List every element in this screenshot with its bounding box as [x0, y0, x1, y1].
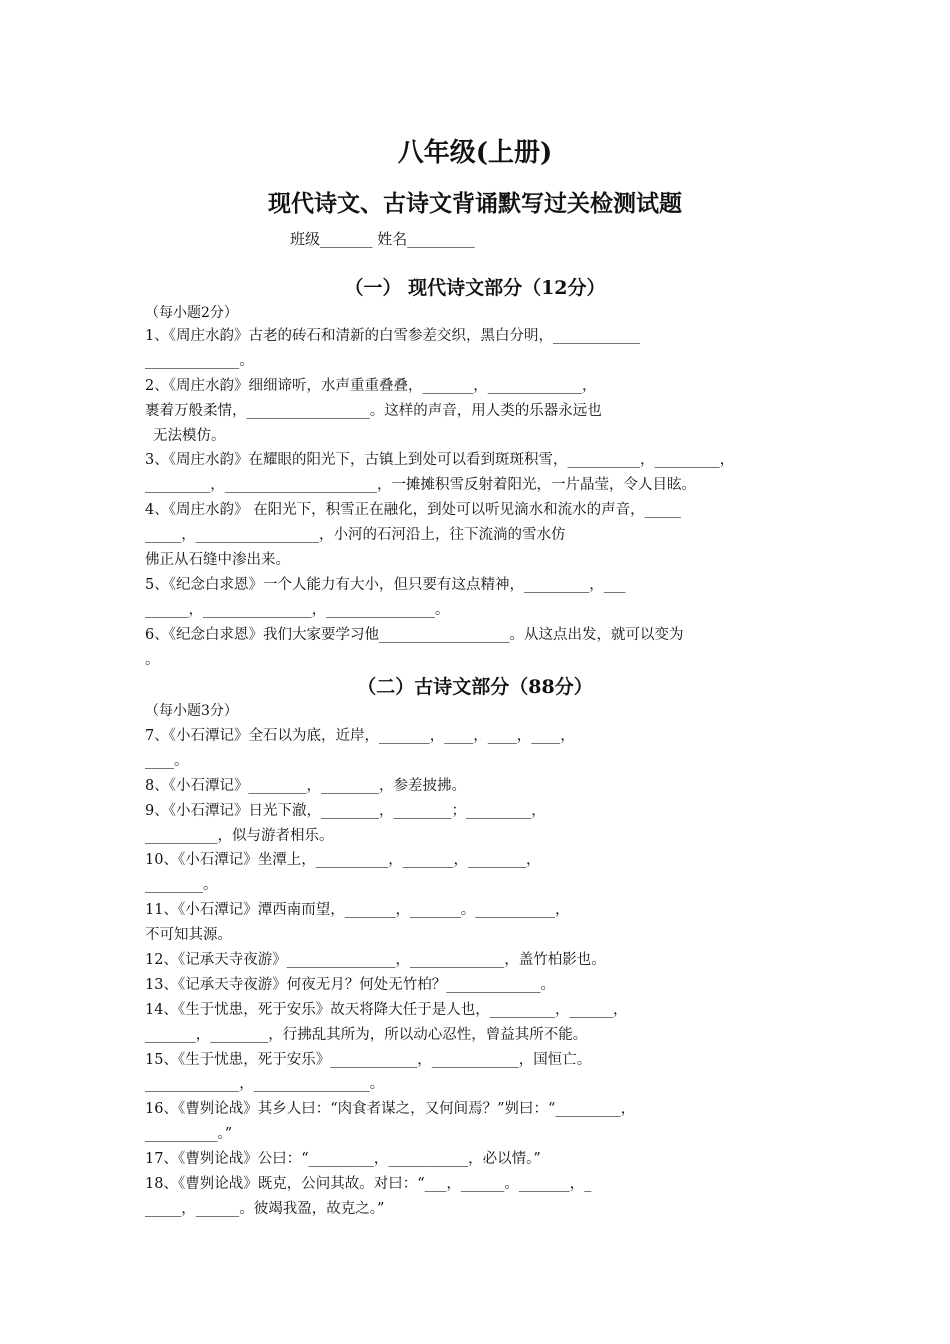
question-line: 12、《记承天寺夜游》_______________，_____________，盖竹柏影也。: [145, 952, 606, 969]
section-heading-modern: （一） 现代诗文部分（12分）: [344, 277, 606, 299]
question-line: 10、《小石潭记》坐潭上，__________，_______，________，: [145, 852, 541, 869]
question-line: 7、《小石潭记》全石以为底，近岸，_______，____，____，____，: [145, 728, 575, 744]
question-line: 15、《生于忧患，死于安乐》____________，____________，国恒亡。: [145, 1051, 592, 1068]
question-line: 8、《小石潭记》________，________，参差披拂。: [145, 777, 466, 794]
question-line: _________，_____________________，一摊摊积雪反射着阳光，一片晶莹，令人目眩。: [145, 477, 696, 494]
question-line: 6、《纪念白求恩》我们大家要学习他__________________。从这点出发，就可以变为: [145, 626, 684, 643]
question-line: 1、《周庄水韵》古老的砖石和清新的白雪参差交织，黑白分明，____________: [145, 328, 640, 344]
question-line: ______，_______________，_______________。: [145, 601, 450, 618]
question-line: _______，________，行拂乱其所为，所以动心忍性，曾益其所不能。: [145, 1026, 588, 1043]
class-name-fields: 班级_______ 姓名_________: [290, 230, 475, 248]
question-line: 17、《曹刿论战》公曰：“_________，___________，必以情。”: [145, 1151, 541, 1168]
question-line: 3、《周庄水韵》在耀眼的阳光下，古镇上到处可以看到斑斑积雪，__________，_________，: [145, 452, 735, 469]
question-line: __________，似与游者相乐。: [145, 827, 334, 844]
question-line: _____________，________________。: [145, 1076, 385, 1093]
question-line: 。: [145, 651, 160, 668]
question-line: 16、《曹刿论战》其乡人曰：“肉食者谋之，又何间焉？”刿曰：“_________，: [145, 1101, 636, 1118]
question-line: 14、《生于忧患，死于安乐》故天将降大任于是人也，_________，______，: [145, 1001, 628, 1018]
question-line: _____，_________________，小河的石河沿上，往下流淌的雪水仿: [145, 527, 566, 544]
modern-questions: [145, 324, 810, 672]
question-line: 13、《记承天寺夜游》何夜无月？何处无竹柏？_____________。: [145, 976, 555, 993]
question-line: __________。”: [145, 1126, 233, 1143]
question-line: 4、《周庄水韵》 在阳光下，积雪正在融化，到处可以听见滴水和流水的声音，_____: [145, 502, 681, 519]
question-line: 佛正从石缝中渗出来。: [145, 552, 290, 569]
page-title: 八年级(上册): [397, 138, 553, 168]
score-note-modern: （每小题2分）: [145, 305, 238, 321]
question-line: 2、《周庄水韵》细细谛听，水声重重叠叠，_______，_____________，: [145, 377, 597, 394]
classical-questions: [145, 724, 810, 1222]
question-line: 无法模仿。: [153, 427, 226, 444]
question-line: _____，______。彼竭我盈，故克之。”: [145, 1200, 385, 1217]
section-heading-classical: （二）古诗文部分（88分）: [357, 676, 593, 698]
question-line: ________。: [145, 877, 218, 894]
question-line: _____________。: [145, 352, 254, 369]
question-line: ____。: [145, 752, 189, 769]
question-line: 5、《纪念白求恩》一个人能力有大小，但只要有这点精神，_________，___: [145, 576, 626, 593]
page-subtitle: 现代诗文、古诗文背诵默写过关检测试题: [268, 190, 682, 217]
question-line: 18、《曹刿论战》既克，公问其故。对曰：“___，______。_______，_: [145, 1176, 592, 1193]
question-line: 11、《小石潭记》潭西南而望，_______，_______。___________，: [145, 902, 570, 919]
score-note-classical: （每小题3分）: [145, 703, 238, 719]
question-line: 裹着万般柔情，_________________。这样的声音，用人类的乐器永远也: [145, 402, 602, 419]
question-line: 不可知其源。: [145, 927, 232, 944]
question-line: 9、《小石潭记》日光下澈，________，________；_________，: [145, 802, 546, 819]
